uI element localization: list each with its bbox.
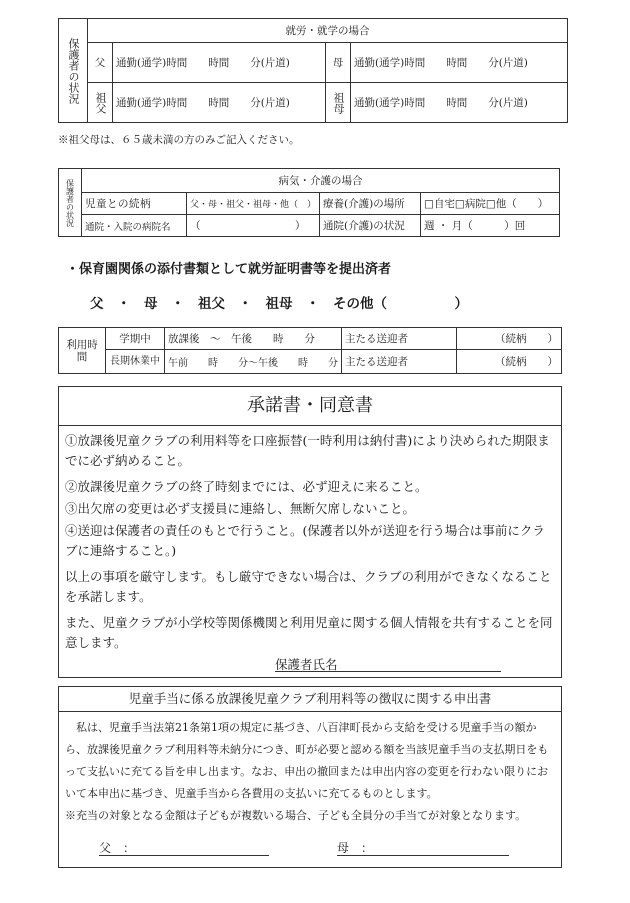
consent-box — [58, 386, 562, 678]
consent-item-6: また、児童クラブが小学校等関係機関と利用児童に関する個人情報を共有することを同意します。 — [65, 615, 553, 650]
work-title: 就労・就学の場合 — [88, 19, 568, 43]
care-title: 病気・介護の場合 — [82, 169, 560, 193]
consent-item-4: ④送迎は保護者の責任のもとで行うこと。(保護者以外が送迎を行う場合は事前にクラブに連絡すること。) — [65, 523, 545, 558]
mother-label: 母 — [326, 43, 351, 83]
mother-sign-line[interactable] — [337, 855, 509, 856]
holiday-escort-field[interactable]: （続柄 ） — [457, 350, 562, 374]
allowance-box — [58, 686, 562, 868]
allowance-body: 私は、児童手当法第21条第1項の規定に基づき、八百津町長から支給を受ける児童手当の額から、放課後児童クラブ利用料等未納分につき、町が必要と認める額を当該児童手当の支払期日をもって支払いに充てる旨を申し出ます。なお、申出の撤回または申出内容の変更を行わない限りにおいて本申出に基づき、児童手当から各費用の支払いに充てるものとします。 — [65, 721, 549, 800]
father-sign-label: 父 ： — [99, 841, 136, 855]
care-table — [58, 168, 560, 237]
term-escort-label: 主たる送迎者 — [342, 328, 457, 350]
relation-label: 児童との続柄 — [82, 193, 187, 215]
mother-commute-field[interactable]: 通勤(通学)時間 時間 分(片道) — [351, 43, 568, 83]
grandparent-note: ※祖父母は、６５歳未満の方のみご記入ください。 — [58, 134, 300, 146]
proof-heading: ・保育園関係の添付書類として就労証明書等を提出済者 — [66, 262, 392, 277]
visit-status-field[interactable]: 週 ・ 月（ ）回 — [421, 215, 560, 237]
grandmother-label: 祖母 — [326, 83, 351, 123]
work-side-label: 保護者の状況 — [59, 19, 88, 123]
holiday-label: 長期休業中 — [106, 350, 165, 374]
signature-line[interactable] — [275, 671, 501, 672]
holiday-escort-label: 主たる送迎者 — [342, 350, 457, 374]
consent-item-3: ③出欠席の変更は必ず支援員に連絡し、無断欠席しないこと。 — [65, 501, 416, 516]
consent-title: 承諾書・同意書 — [59, 387, 561, 426]
consent-item-2: ②放課後児童クラブの終了時刻までには、必ず迎えに来ること。 — [65, 479, 428, 494]
father-commute-field[interactable]: 通勤(通学)時間 時間 分(片道) — [113, 43, 326, 83]
usage-table — [58, 327, 562, 374]
work-table — [58, 18, 568, 123]
care-side-label: 保護者の状況 — [59, 169, 82, 237]
relation-field[interactable]: 父・母・祖父・祖母・他（ ） — [187, 193, 320, 215]
usage-side-label: 利用時間 — [59, 328, 106, 374]
term-label: 学期中 — [106, 328, 165, 350]
father-sign-line[interactable] — [99, 855, 269, 856]
mother-sign-label: 母 ： — [337, 841, 374, 855]
grandfather-label: 祖父 — [88, 83, 113, 123]
care-place-field[interactable]: □自宅□病院□他（ ） — [421, 193, 560, 215]
term-escort-field[interactable]: （続柄 ） — [457, 328, 562, 350]
allowance-title: 児童手当に係る放課後児童クラブ利用料等の徴収に関する申出書 — [59, 687, 561, 712]
visit-status-label: 通院(介護)の状況 — [320, 215, 421, 237]
care-place-label: 療養(介護)の場所 — [320, 193, 421, 215]
proof-options[interactable]: 父 ・ 母 ・ 祖父 ・ 祖母 ・ その他（ ） — [90, 296, 468, 312]
grandmother-commute-field[interactable]: 通勤(通学)時間 時間 分(片道) — [351, 83, 568, 123]
consent-item-5: 以上の事項を厳守します。もし厳守できない場合は、クラブの利用ができなくなることを承諾します。 — [65, 569, 552, 604]
term-time-field[interactable]: 放課後 ～ 午後 時 分 — [165, 328, 342, 350]
consent-item-1: ①放課後児童クラブの利用料等を口座振替(一時利用は納付書)により決められた期限までに必ず納めること。 — [65, 433, 550, 468]
holiday-time-field[interactable]: 午前 時 分～午後 時 分 — [165, 350, 342, 374]
grandfather-commute-field[interactable]: 通勤(通学)時間 時間 分(片道) — [113, 83, 326, 123]
allowance-note: ※充当の対象となる金額は子どもが複数いる場合、子ども全員分の手当てが対象となります。 — [65, 809, 527, 822]
signature-label: 保護者氏名 — [275, 657, 338, 672]
hospital-field[interactable]: （ ） — [187, 215, 320, 237]
father-label: 父 — [88, 43, 113, 83]
hospital-label: 通院・入院の病院名 — [82, 215, 187, 237]
